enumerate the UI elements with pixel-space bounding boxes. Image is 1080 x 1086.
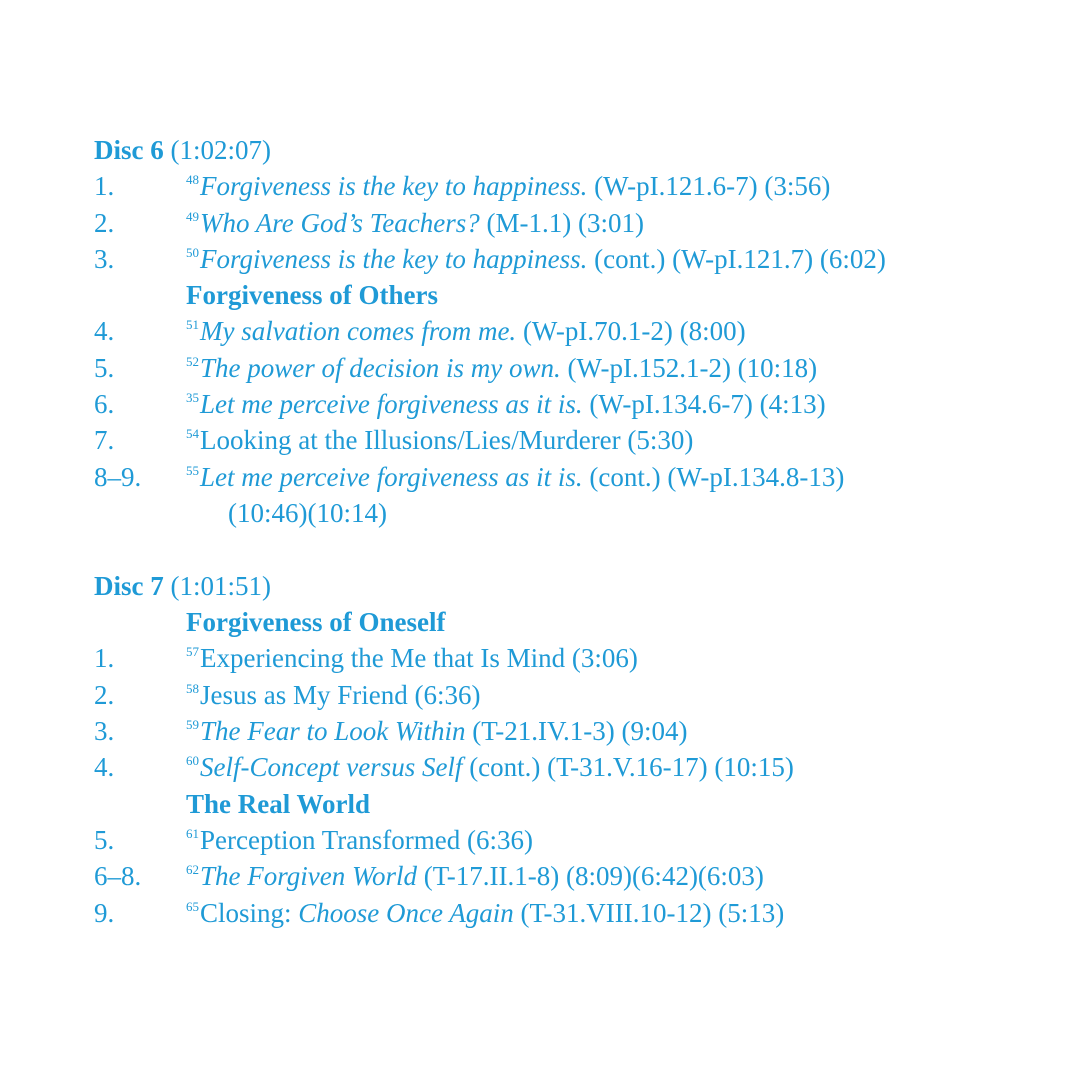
track-number: 4. (94, 316, 115, 347)
track-title-italic: Forgiveness is the key to happiness. (200, 171, 588, 202)
footnote-ref: 55 (186, 462, 199, 478)
track-number: 5. (94, 824, 115, 855)
footnote-ref: 59 (186, 717, 199, 733)
track-number: 2. (94, 207, 115, 238)
section-row (94, 277, 1054, 313)
track-reference: (cont.) (W-pI.134.8-13) (582, 461, 845, 492)
track-title (186, 350, 817, 391)
track-title (186, 822, 533, 863)
track-reference: Perception Transformed (6:36) (200, 824, 533, 855)
track-reference: (M-1.1) (3:01) (479, 207, 644, 238)
track-row (94, 858, 1054, 894)
footnote-ref: 61 (186, 825, 199, 841)
track-number: 6. (94, 389, 115, 420)
track-row (94, 895, 1054, 931)
track-title (186, 313, 746, 354)
track-number: 8–9. (94, 461, 142, 492)
track-number: 2. (94, 679, 115, 710)
track-title (186, 422, 693, 463)
footnote-ref: 35 (186, 390, 199, 406)
track-listing (94, 132, 1054, 931)
track-reference: (T-21.IV.1-3) (9:04) (465, 716, 688, 747)
track-title-italic: Self-Concept versus Self (200, 752, 463, 783)
disc-spacer (94, 531, 1054, 568)
disc-heading (94, 568, 1054, 604)
track-reference: (W-pI.121.6-7) (3:56) (587, 171, 831, 202)
track-reference: Looking at the Illusions/Lies/Murderer (5:30) (200, 425, 694, 456)
footnote-ref: 54 (186, 426, 199, 442)
track-row (94, 241, 1054, 277)
track-title (186, 749, 794, 790)
continuation-row (94, 495, 1054, 531)
track-reference: (W-pI.152.1-2) (10:18) (560, 352, 818, 383)
track-reference: Jesus as My Friend (6:36) (200, 679, 481, 710)
track-row (94, 713, 1054, 749)
track-number: 6–8. (94, 861, 142, 892)
footnote-ref: 50 (186, 244, 199, 260)
track-reference: (cont.) (T-31.V.16-17) (10:15) (462, 752, 794, 783)
track-title-italic: The Fear to Look Within (200, 716, 466, 747)
track-reference: (W-pI.134.6-7) (4:13) (582, 389, 826, 420)
track-title (186, 205, 644, 246)
disc-duration: (1:02:07) (170, 135, 271, 165)
track-title-italic: My salvation comes from me. (200, 316, 517, 347)
footnote-ref: 49 (186, 208, 199, 224)
track-reference: (W-pI.70.1-2) (8:00) (516, 316, 746, 347)
section-row (94, 604, 1054, 640)
track-row (94, 677, 1054, 713)
track-title (186, 677, 480, 718)
track-row (94, 205, 1054, 241)
track-title-italic: Let me perceive forgiveness as it is. (200, 389, 583, 420)
track-title-italic: Forgiveness is the key to happiness. (200, 243, 588, 274)
track-row (94, 822, 1054, 858)
track-row (94, 640, 1054, 676)
track-title-italic: Let me perceive forgiveness as it is. (200, 461, 583, 492)
track-reference: Experiencing the Me that Is Mind (3:06) (200, 643, 638, 674)
disc-label: Disc 6 (94, 135, 164, 165)
footnote-ref: 48 (186, 172, 199, 188)
track-row (94, 459, 1054, 495)
footnote-ref: 58 (186, 680, 199, 696)
footnote-ref: 62 (186, 862, 199, 878)
track-title (186, 241, 886, 282)
track-title (186, 713, 687, 754)
track-number: 1. (94, 171, 115, 202)
section-row (94, 786, 1054, 822)
track-title (186, 386, 826, 427)
track-reference: (T-31.VIII.10-12) (5:13) (513, 897, 785, 928)
track-title-italic: The Forgiven World (200, 861, 417, 892)
track-number: 3. (94, 716, 115, 747)
footnote-ref: 57 (186, 644, 199, 660)
track-reference: (cont.) (W-pI.121.7) (6:02) (587, 243, 886, 274)
track-title (186, 168, 830, 209)
track-number: 9. (94, 897, 115, 928)
track-title (186, 895, 784, 936)
track-number: 1. (94, 643, 115, 674)
track-row (94, 386, 1054, 422)
track-row (94, 350, 1054, 386)
footnote-ref: 65 (186, 898, 199, 914)
section-heading: Forgiveness of Others (186, 280, 438, 311)
footnote-ref: 52 (186, 353, 199, 369)
track-row (94, 313, 1054, 349)
track-reference: (T-17.II.1-8) (8:09)(6:42)(6:03) (417, 861, 764, 892)
section-heading: The Real World (186, 788, 371, 819)
disc-heading (94, 132, 1054, 168)
track-title (186, 459, 844, 500)
track-row (94, 749, 1054, 785)
disc-duration: (1:01:51) (170, 570, 271, 601)
track-number: 3. (94, 243, 115, 274)
track-title-italic: Choose Once Again (298, 897, 514, 928)
track-row (94, 168, 1054, 204)
disc-label: Disc 7 (94, 570, 164, 601)
track-title (186, 640, 638, 681)
footnote-ref: 60 (186, 753, 199, 769)
track-number: 5. (94, 352, 115, 383)
track-durations-continued: (10:46)(10:14) (228, 497, 387, 528)
track-number: 7. (94, 425, 115, 456)
track-title (186, 858, 764, 899)
track-number: 4. (94, 752, 115, 783)
track-title-prefix: Closing: (200, 897, 299, 928)
track-title-italic: The power of decision is my own. (200, 352, 561, 383)
track-title-italic: Who Are God’s Teachers? (200, 207, 480, 238)
track-row (94, 422, 1054, 458)
footnote-ref: 51 (186, 317, 199, 333)
section-heading: Forgiveness of Oneself (186, 607, 446, 638)
